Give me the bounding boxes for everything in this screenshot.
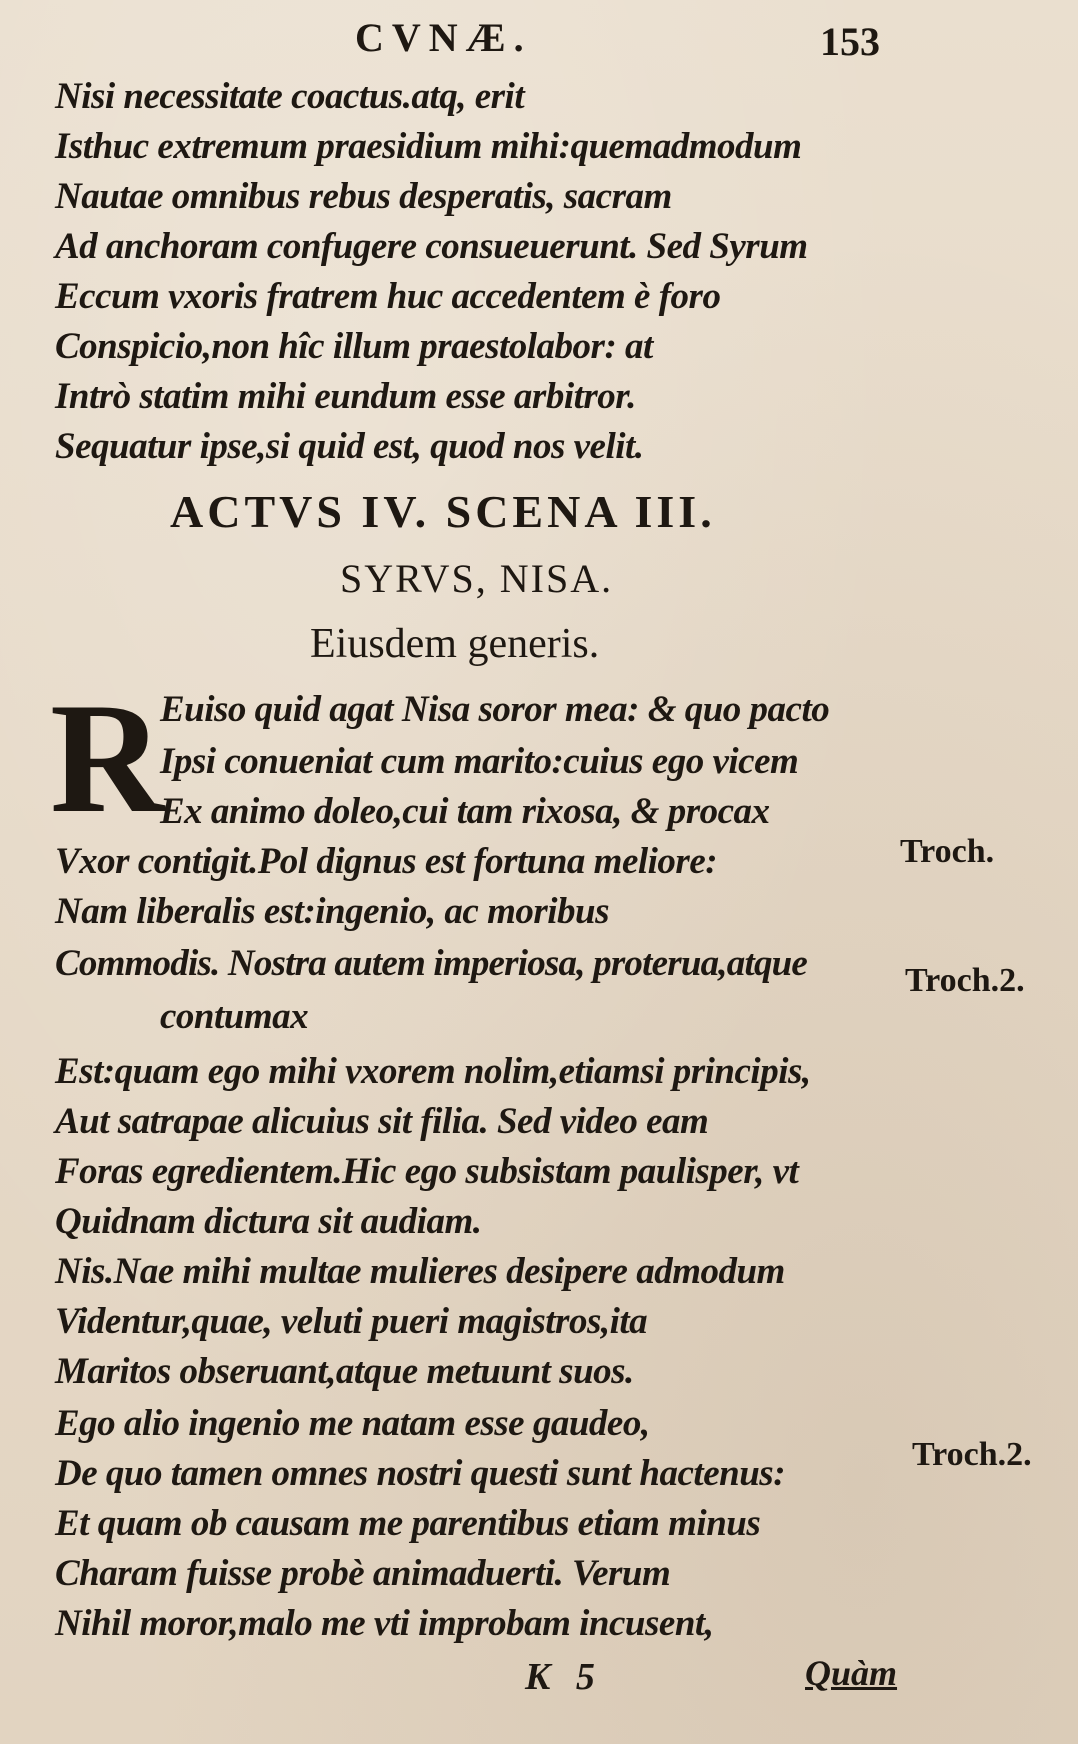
- running-title: CVNÆ.: [355, 15, 532, 60]
- text-line: Ex animo doleo,cui tam rixosa, & procax: [160, 791, 770, 832]
- text-line: Foras egredientem.Hic ego subsistam paulisper, vt: [55, 1151, 799, 1192]
- text-line: Nam liberalis est:ingenio, ac moribus: [55, 891, 610, 932]
- text-line: Sequatur ipse,si quid est, quod nos velit.: [55, 426, 644, 467]
- text-line: Commodis. Nostra autem imperiosa, proterua,atque: [55, 943, 808, 984]
- text-line: Isthuc extremum praesidium mihi:quemadmodum: [55, 126, 802, 167]
- drop-cap: R: [50, 671, 165, 846]
- text-line: Conspicio,non hîc illum praestolabor: at: [55, 326, 653, 367]
- text-line: Videntur,quae, veluti pueri magistros,ita: [55, 1301, 648, 1342]
- text-line: Et quam ob causam me parentibus etiam minus: [55, 1503, 761, 1544]
- catchword: Quàm: [805, 1653, 898, 1693]
- speakers-heading: SYRVS, NISA.: [340, 556, 614, 601]
- margin-note: Troch.2.: [912, 1436, 1032, 1473]
- text-line: Euiso quid agat Nisa soror mea: & quo pacto: [160, 689, 830, 730]
- text-line: Nisi necessitate coactus.atq, erit: [55, 76, 525, 117]
- text-line: De quo tamen omnes nostri questi sunt hactenus:: [55, 1453, 786, 1494]
- text-line: Ipsi conueniat cum marito:cuius ego vicem: [160, 741, 799, 782]
- margin-note: Troch.: [900, 833, 995, 870]
- text-line: Ego alio ingenio me natam esse gaudeo,: [55, 1403, 650, 1444]
- text-line: Vxor contigit.Pol dignus est fortuna meliore:: [55, 841, 718, 882]
- text-line: Nis.Nae mihi multae mulieres desipere admodum: [55, 1251, 785, 1292]
- text-line: Nihil moror,malo me vti improbam incusent,: [55, 1603, 714, 1644]
- text-line: Nautae omnibus rebus desperatis, sacram: [55, 176, 672, 217]
- text-line: Ad anchoram confugere consueuerunt. Sed Syrum: [55, 226, 808, 267]
- act-scene-heading: ACTVS IV. SCENA III.: [170, 486, 716, 537]
- text-line: Maritos obseruant,atque metuunt suos.: [55, 1351, 634, 1392]
- text-line: Charam fuisse probè animaduerti. Verum: [55, 1553, 671, 1594]
- text-line: Aut satrapae alicuius sit filia. Sed video eam: [55, 1101, 709, 1142]
- text-line: Quidnam dictura sit audiam.: [55, 1201, 482, 1242]
- page-number: 153: [820, 19, 880, 64]
- margin-note: Troch.2.: [905, 962, 1025, 999]
- signature-mark: K 5: [525, 1656, 603, 1698]
- meter-heading: Eiusdem generis.: [310, 621, 600, 667]
- text-line: Est:quam ego mihi vxorem nolim,etiamsi principis,: [55, 1051, 811, 1092]
- text-line: contumax: [160, 996, 309, 1037]
- text-line: Intrò statim mihi eundum esse arbitror.: [55, 376, 636, 417]
- text-line: Eccum vxoris fratrem huc accedentem è foro: [55, 276, 721, 317]
